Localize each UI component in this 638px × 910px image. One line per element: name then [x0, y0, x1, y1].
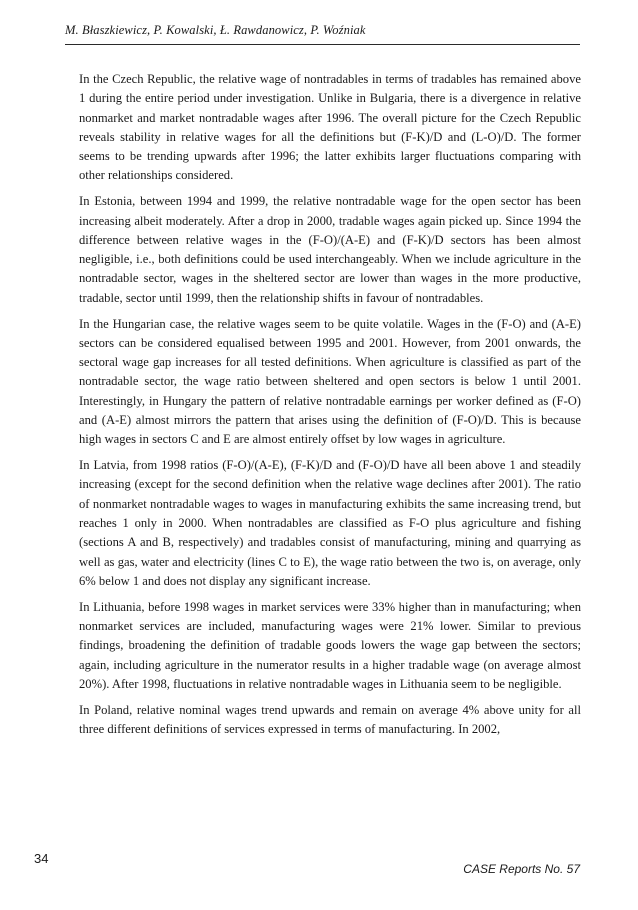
paragraph-hungary: In the Hungarian case, the relative wages seem to be quite volatile. Wages in the (F-O) and (A-E) sectors can be considered equalised between 1995 and 2001. However, from 2001 onwards, the sectoral wage gap increases for all tested definitions. When agriculture is classified as part of the nontradable sector, the wage ratio between sheltered and open sectors is below 1 until 2001. Interestingly, in Hungary the pattern of relative nontradable earnings per worker defined as (F-O) and (A-E) almost mirrors the pattern that arises using the definition of (F-O)/D. This is because high wages in sectors C and E are almost entirely offset by low wages in agriculture.	[79, 316, 581, 447]
paragraph-poland: In Poland, relative nominal wages trend upwards and remain on average 4% above unity for all three different definitions of services expressed in terms of manufacturing. In 2002,	[79, 702, 581, 736]
page-number: 34	[34, 851, 49, 866]
body-text	[79, 70, 581, 746]
running-header: M. Błaszkiewicz, P. Kowalski, Ł. Rawdanowicz, P. Woźniak	[65, 23, 580, 45]
series-title: CASE Reports No. 57	[463, 862, 580, 876]
paragraph-czech: In the Czech Republic, the relative wage of nontradables in terms of tradables has remained above 1 during the entire period under investigation. Unlike in Bulgaria, there is a divergence in relative nonmarket and market nontradable wages after 1996. The overall picture for the Czech Republic reveals stability in relative wages for all the definitions but (F-K)/D and (L-O)/D. The former seems to be trending upwards after 1996; the latter exhibits larger fluctuations comparing with other relationships considered.	[79, 72, 581, 183]
paragraph-lithuania: In Lithuania, before 1998 wages in market services were 33% higher than in manufacturing; when nonmarket services are included, manufacturing wages were 21% lower. Similar to previous findings, broadening the definition of tradable goods lowers the wage gap between the sectors; again, including agriculture in the numerator results in a higher tradable wage (on average almost 20%). After 1998, fluctuations in relative nontradable wages in Lithuania seem to be negligible.	[79, 599, 581, 691]
paragraph-latvia: In Latvia, from 1998 ratios (F-O)/(A-E), (F-K)/D and (F-O)/D have all been above 1 and steadily increasing (except for the second definition when the relative wage declines after 2001). The ratio of nonmarket nontradable wages to wages in manufacturing exhibits the same increasing trend, but reaches 1 only in 2000. When nontradables are classified as F-O plus agriculture and fishing (sections A and B, respectively) and tradables consist of manufacturing, mining and quarrying as well as gas, water and electricity (lines C to E), the wage ratio between the two is, on average, only 6% below 1 and does not display any significant increase.	[79, 458, 581, 588]
paragraph-estonia: In Estonia, between 1994 and 1999, the relative nontradable wage for the open sector has been increasing albeit moderately. After a drop in 2000, tradable wages again picked up. Since 1994 the difference between relative wages in the (F-O)/(A-E) and (F-K)/D sectors has been almost negligible, i.e., both definitions could be used interchangeably. When we include agriculture in the nontradable sector, wages in the sheltered sector are lower than wages in the more productive, tradable, sector until 1999, then the relationship shifts in favour of nontradables.	[79, 194, 581, 305]
